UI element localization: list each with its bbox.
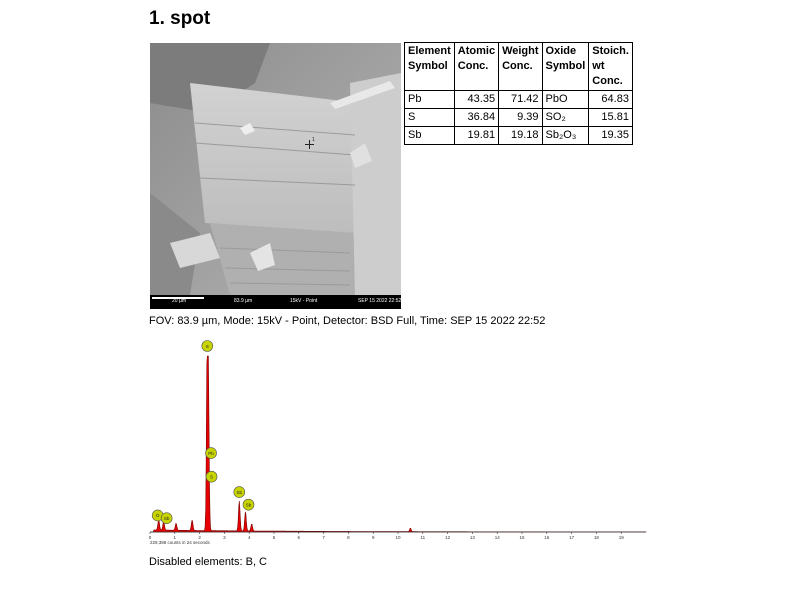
svg-text:Pb: Pb [208,450,214,456]
peak-label-sb [234,487,245,498]
cell-atomic: 19.81 [454,127,498,145]
table-row [405,127,633,145]
eds-spectrum-chart [146,343,651,550]
x-tick-label: 13 [469,535,475,540]
cell-weight: 71.42 [499,91,542,109]
peak-label-sb [243,499,254,510]
x-tick-label: 5 [272,535,276,540]
cell-oxide: PbO [542,91,589,109]
image-caption: FOV: 83.9 µm, Mode: 15kV - Point, Detector: BSD Full, Time: SEP 15 2022 22:52 [149,315,546,327]
counts-label: 229,388 counts in 24 seconds [150,540,210,545]
x-tick-label: 1 [173,535,177,540]
spot-marker [305,137,315,150]
table-header-row [405,43,633,91]
x-tick-label: 11 [420,535,426,540]
mode-label: 15kV - Point [290,298,318,304]
sem-texture [150,43,401,309]
peak-label-s [202,341,213,352]
x-tick-label: 10 [395,535,401,540]
cell-element: Pb [405,91,455,109]
x-tick-label: 3 [223,535,226,540]
header-atomic: Atomic Conc. [454,43,498,91]
sem-info-bar [150,295,401,309]
header-weight: Weight Conc. [499,43,542,91]
cell-stoich: 15.81 [589,109,633,127]
spectrum-area [150,356,646,532]
svg-text:O: O [155,513,160,519]
x-tick-label: 19 [618,535,624,540]
svg-text:S: S [205,343,209,349]
svg-text:Sb: Sb [163,516,170,521]
cell-atomic: 36.84 [454,109,498,127]
x-tick-label: 9 [371,535,375,540]
x-tick-label: 0 [148,535,152,540]
x-tick-label: 4 [247,535,251,540]
peak-label-sb [161,513,172,524]
table-row [405,109,633,127]
table-row [405,91,633,109]
disabled-elements-note: Disabled elements: B, C [149,556,267,568]
x-tick-label: 16 [544,535,550,540]
x-tick-label: 14 [494,535,500,540]
peak-label-pb [206,448,217,459]
fov-label: 83.9 µm [234,298,253,304]
scale-label: 20 µm [172,298,186,304]
svg-text:Sb: Sb [236,489,243,495]
x-tick-label: 12 [445,535,451,540]
svg-text:S: S [210,474,214,480]
header-oxide: Oxide Symbol [542,43,589,91]
x-tick-label: 18 [593,535,599,540]
header-element: Element Symbol [405,43,455,91]
cell-stoich: 19.35 [589,127,633,145]
cell-element: Sb [405,127,455,145]
x-tick-label: 17 [569,535,575,540]
cell-element: S [405,109,455,127]
cell-weight: 9.39 [499,109,542,127]
svg-text:Sb: Sb [245,502,252,508]
x-tick-label: 15 [519,535,525,540]
cell-stoich: 64.83 [589,91,633,109]
peak-label-s [206,471,217,482]
concentration-table [404,42,633,145]
cell-weight: 19.18 [499,127,542,145]
x-tick-label: 2 [198,535,201,540]
sem-image [150,43,401,309]
x-tick-label: 8 [347,535,350,540]
page-title: 1. spot [149,8,211,29]
cell-atomic: 43.35 [454,91,498,109]
cell-oxide: Sb₂O₃ [542,127,589,145]
date-label: SEP 15 2022 22:52 [358,298,402,304]
x-tick-label: 6 [297,535,301,540]
spot-label: 1 [312,137,315,143]
header-stoich: Stoich. wt Conc. [589,43,633,91]
cell-oxide: SO₂ [542,109,589,127]
x-tick-label: 7 [322,535,325,540]
